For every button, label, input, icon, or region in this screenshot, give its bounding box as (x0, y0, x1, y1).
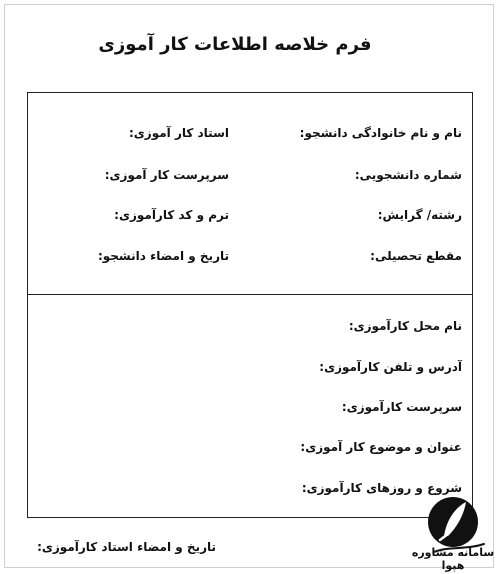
term-code-label: ترم و کد کارآموزی: (114, 208, 229, 222)
student-number-label: شماره دانشجویی: (354, 168, 462, 182)
internship-start-days-label: شروع و روزهای کارآموزی: (301, 481, 462, 495)
professor-signature-label: تاریخ و امضاء استاد کارآموزی: (37, 540, 216, 554)
internship-place-label: نام محل کارآموزی: (348, 319, 462, 333)
student-name-label: نام و نام خانوادگی دانشجو: (299, 126, 462, 140)
internship-supervisor-label: سرپرست کار آموزی: (104, 168, 229, 182)
internship-supervisor-field-label: سرپرست کارآموزی: (341, 400, 462, 414)
form-title: فرم خلاصه اطلاعات کار آموزی (98, 34, 372, 55)
watermark-text: سامانه مشاوره هپوا (411, 546, 495, 572)
internship-professor-label: استاد کار آموزی: (129, 126, 229, 140)
internship-subject-label: عنوان و موضوع کار آموزی: (300, 440, 462, 454)
degree-label: مقطع تحصیلی: (370, 249, 462, 263)
internship-address-label: آدرس و تلفن کارآموزی: (319, 360, 462, 374)
student-signature-label: تاریخ و امضاء دانشجو: (97, 249, 229, 263)
watermark-logo (410, 494, 496, 572)
section-divider (27, 294, 473, 295)
major-label: رشته/ گرایش: (377, 208, 462, 222)
